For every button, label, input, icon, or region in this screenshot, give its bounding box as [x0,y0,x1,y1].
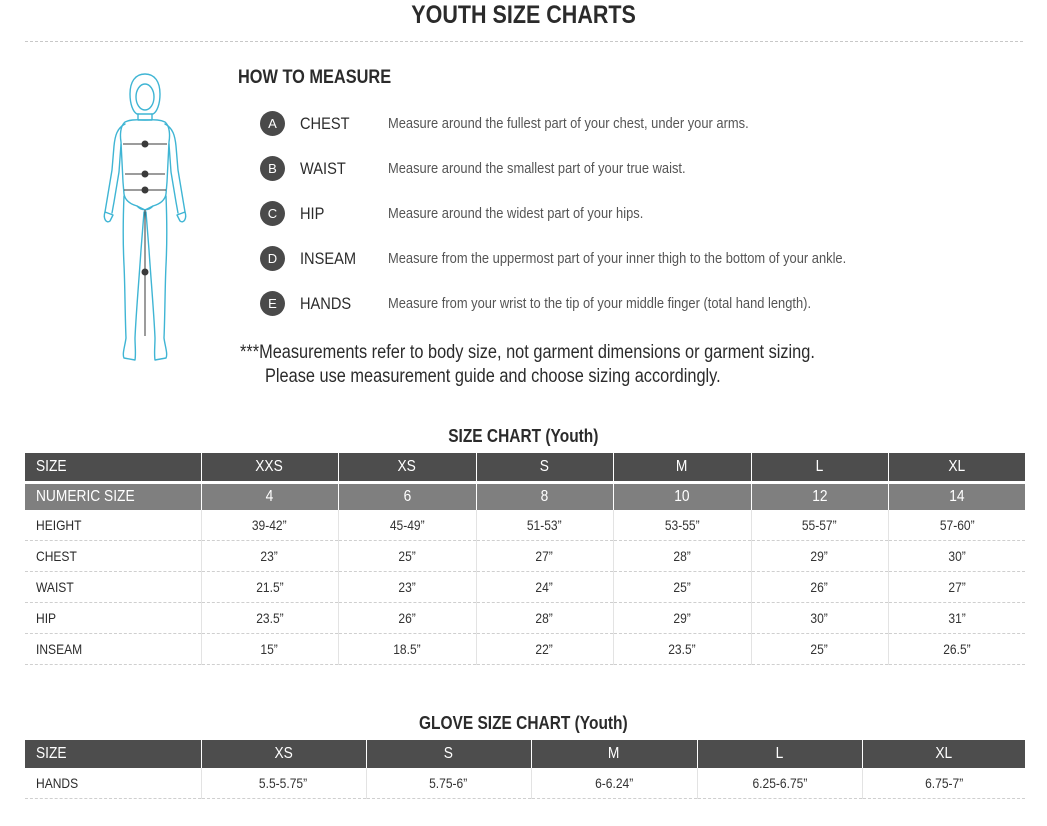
header-cell: XL [888,453,1025,481]
measure-item-chest [260,111,1020,137]
glove-chart-table [25,740,1025,799]
measure-label: WAIST [300,159,346,178]
header-cell: S [366,740,531,768]
measurement-note-line2: Please use measurement guide and choose sizing accordingly. [265,366,721,387]
table-cell: 28” [613,541,751,572]
header-cell: XS [201,740,366,768]
header-cell: L [697,740,862,768]
table-row [25,634,1025,665]
table-cell: 30” [888,541,1025,572]
header-cell: SIZE [25,453,201,481]
table-cell: 26.5” [888,634,1025,665]
measure-item-inseam [260,246,1020,272]
header-cell: 14 [888,484,1025,510]
table-cell: 23.5” [201,603,338,634]
how-to-measure-title: HOW TO MEASURE [238,67,392,88]
header-cell: XXS [201,453,338,481]
row-label: CHEST [25,541,201,572]
table-row [25,572,1025,603]
table-cell: 6.75-7” [862,768,1025,799]
table-cell: 57-60” [888,510,1025,541]
table-cell: 24” [476,572,613,603]
header-cell: SIZE [25,740,201,768]
header-cell: M [531,740,697,768]
measure-label: HANDS [300,294,352,313]
title-divider [25,41,1023,42]
header-cell: 4 [201,484,338,510]
table-row [25,510,1025,541]
badge-a: A [260,111,285,136]
measure-description: Measure from your wrist to the tip of your middle finger (total hand length). [388,295,812,312]
measure-description: Measure from the uppermost part of your inner thigh to the bottom of your ankle. [388,250,847,267]
header-cell: XS [338,453,476,481]
table-cell: 26” [338,603,476,634]
table-cell: 29” [613,603,751,634]
table-cell: 18.5” [338,634,476,665]
row-label: INSEAM [25,634,201,665]
measure-item-hip [260,201,1020,227]
measure-label: INSEAM [300,249,357,268]
table-row [25,541,1025,572]
measure-label: HIP [300,204,325,223]
row-label: WAIST [25,572,201,603]
table-cell: 55-57” [751,510,888,541]
table-cell: 21.5” [201,572,338,603]
measure-description: Measure around the widest part of your hips. [388,205,644,222]
table-cell: 45-49” [338,510,476,541]
measure-item-waist [260,156,1020,182]
table-cell: 23” [338,572,476,603]
table-cell: 29” [751,541,888,572]
size-chart-title: SIZE CHART (Youth) [448,426,599,446]
table-cell: 26” [751,572,888,603]
row-label: HANDS [25,768,201,799]
table-cell: 51-53” [476,510,613,541]
header-cell: M [613,453,751,481]
table-cell: 22” [476,634,613,665]
header-cell: XL [862,740,1025,768]
badge-c: C [260,201,285,226]
table-cell: 25” [751,634,888,665]
header-cell: S [476,453,613,481]
table-cell: 23.5” [613,634,751,665]
header-cell: L [751,453,888,481]
table-cell: 53-55” [613,510,751,541]
table-cell: 6.25-6.75” [697,768,862,799]
header-cell: 10 [613,484,751,510]
measure-description: Measure around the smallest part of your true waist. [388,160,686,177]
body-figure-icon [95,70,195,370]
numeric-size-row [25,484,1025,510]
table-cell: 27” [888,572,1025,603]
header-cell: 12 [751,484,888,510]
table-cell: 15” [201,634,338,665]
table-cell: 31” [888,603,1025,634]
glove-chart-title: GLOVE SIZE CHART (Youth) [419,713,628,733]
table-row [25,603,1025,634]
glove-header-row [25,740,1025,768]
measurement-note-line1: ***Measurements refer to body size, not garment dimensions or garment sizing. [240,342,815,363]
row-label: HEIGHT [25,510,201,541]
badge-b: B [260,156,285,181]
badge-d: D [260,246,285,271]
table-cell: 27” [476,541,613,572]
table-cell: 25” [338,541,476,572]
header-cell: 8 [476,484,613,510]
header-cell: NUMERIC SIZE [25,484,201,510]
page-title: YOUTH SIZE CHARTS [411,1,636,29]
table-cell: 25” [613,572,751,603]
table-cell: 30” [751,603,888,634]
size-header-row [25,453,1025,481]
table-cell: 39-42” [201,510,338,541]
table-cell: 5.75-6” [366,768,531,799]
table-row [25,768,1025,799]
header-cell: 6 [338,484,476,510]
size-chart-table [25,453,1025,665]
row-label: HIP [25,603,201,634]
measure-description: Measure around the fullest part of your chest, under your arms. [388,115,749,132]
table-cell: 6-6.24” [531,768,697,799]
badge-e: E [260,291,285,316]
measure-label: CHEST [300,114,350,133]
table-cell: 5.5-5.75” [201,768,366,799]
table-cell: 28” [476,603,613,634]
measure-item-hands [260,291,1020,317]
table-cell: 23” [201,541,338,572]
